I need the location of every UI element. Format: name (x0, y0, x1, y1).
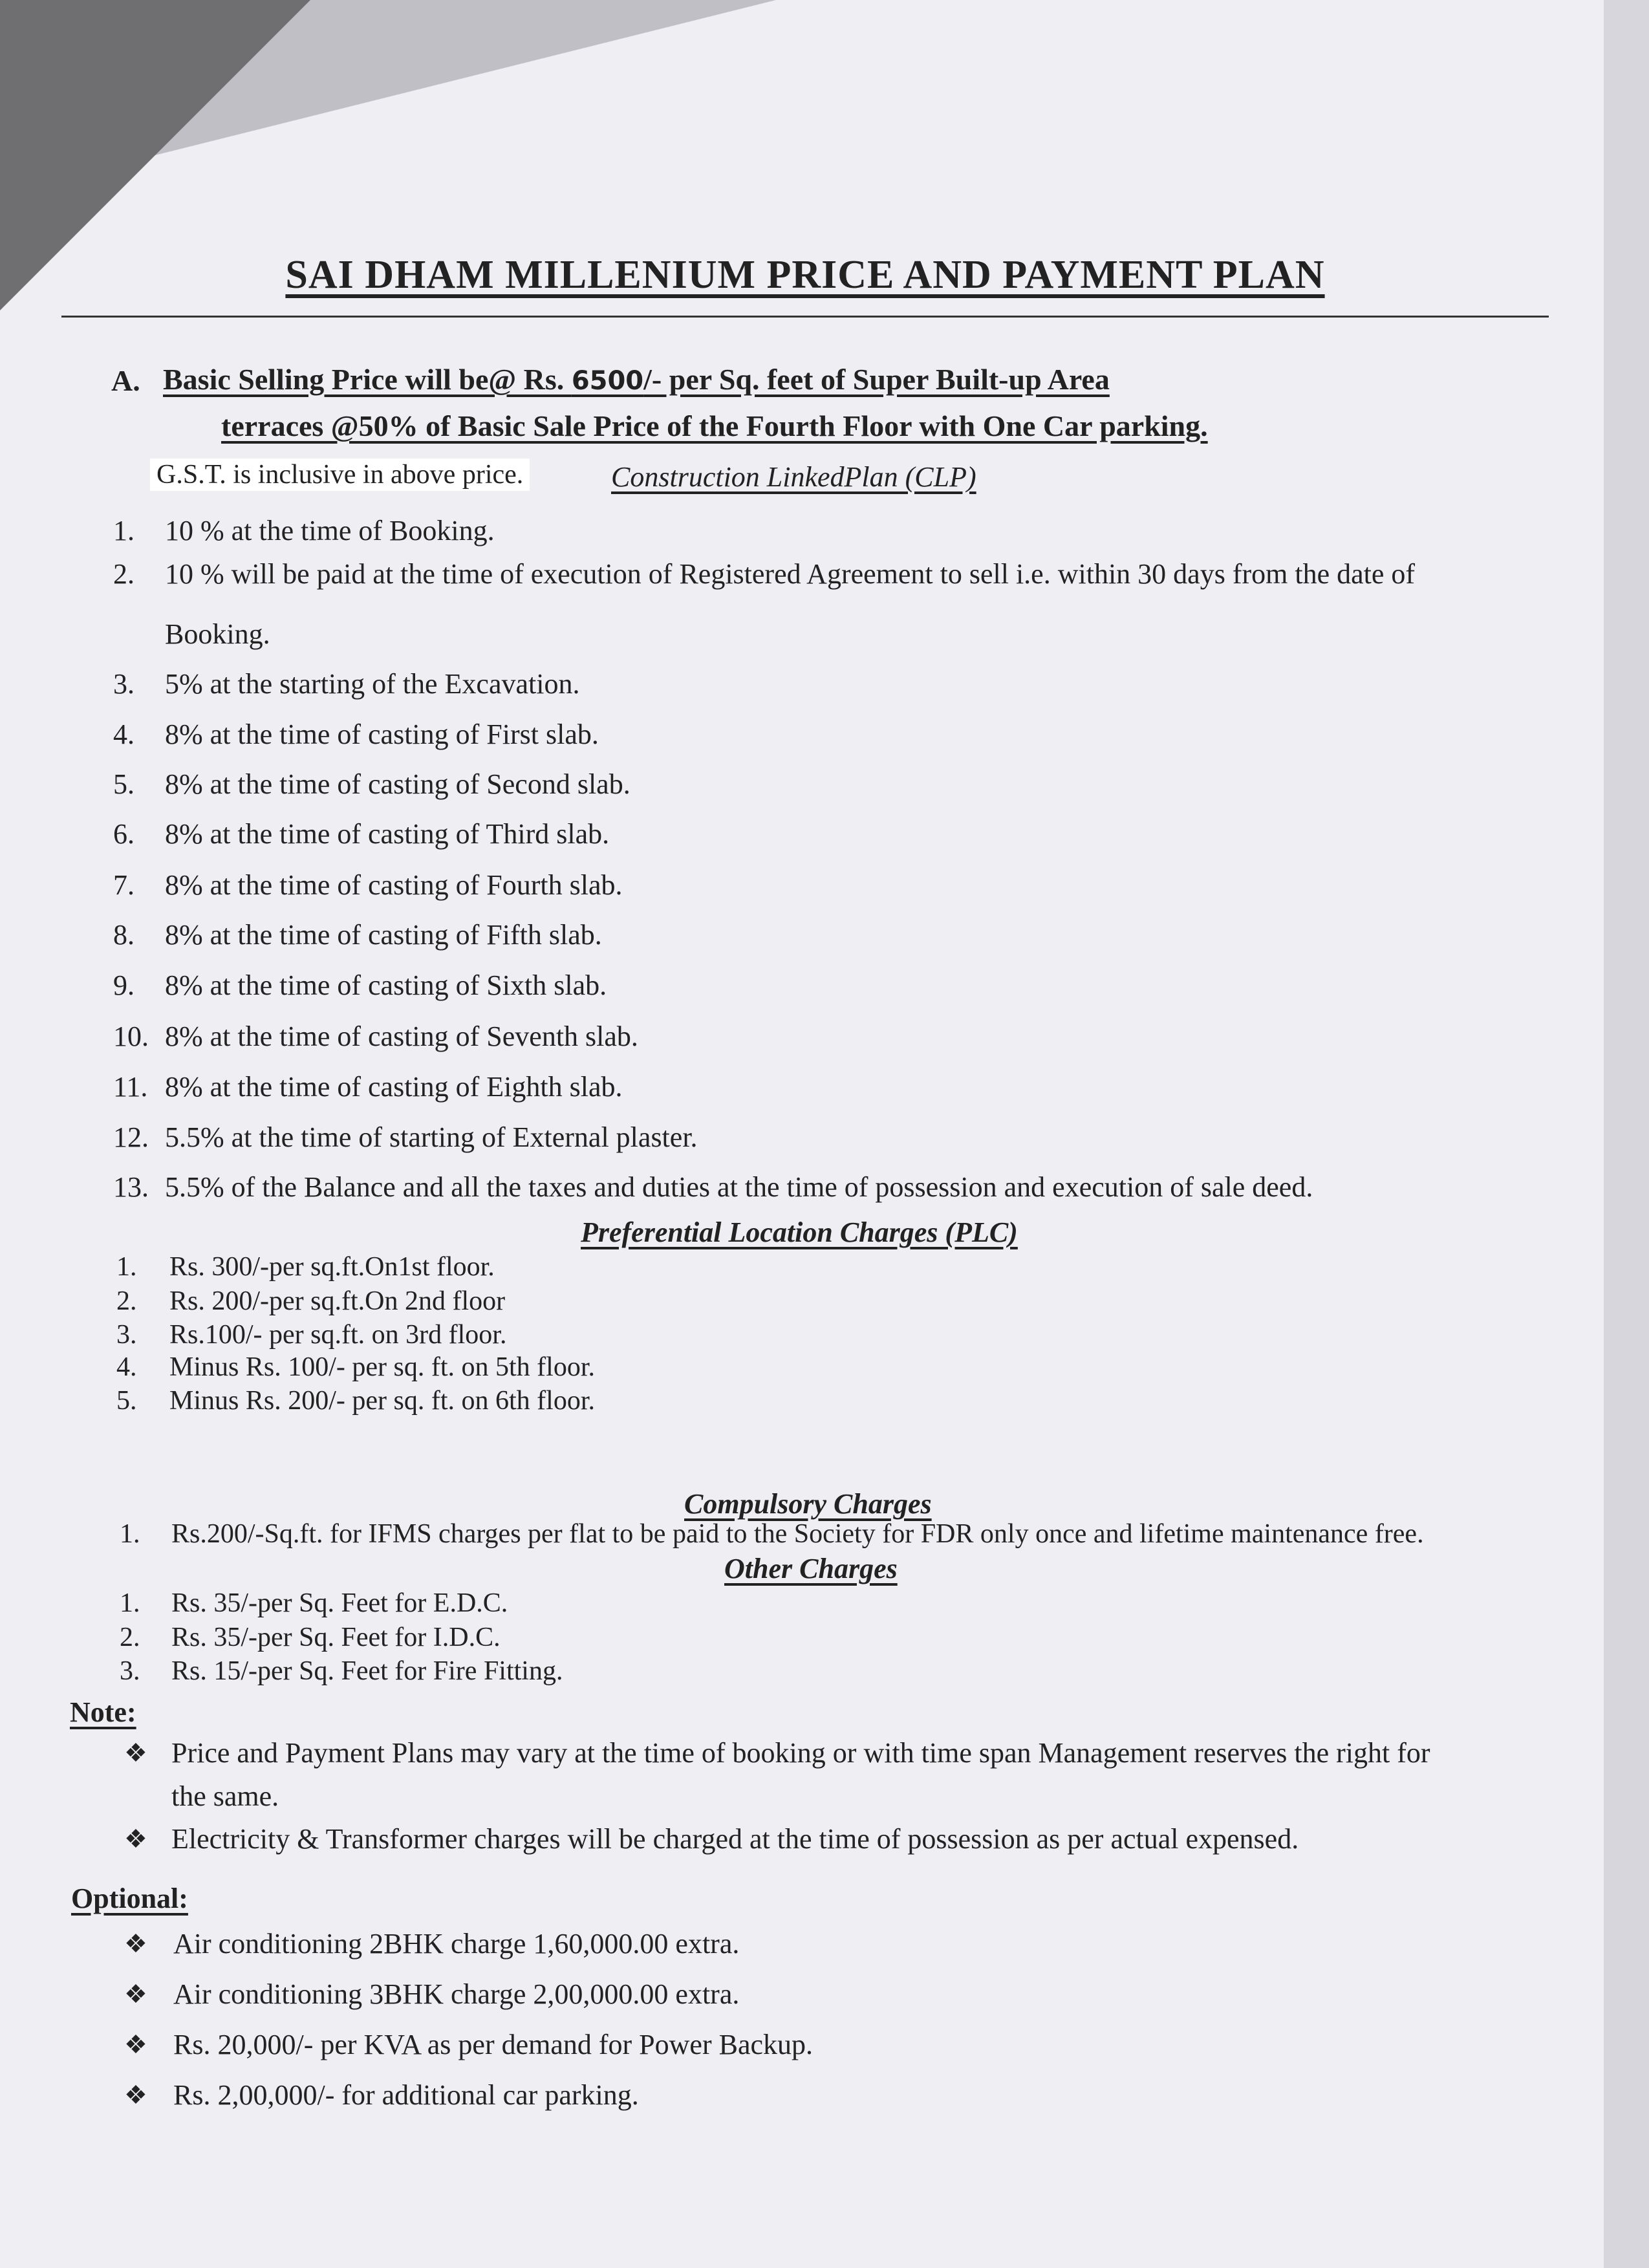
plc-item-text: Rs.100/- per sq.ft. on 3rd floor. (169, 1320, 507, 1350)
clp-item-text: 8% at the time of casting of Second slab. (165, 768, 630, 800)
diamond-bullet-icon: ❖ (124, 1929, 147, 1958)
clp-item-number: 2. (113, 558, 135, 590)
clp-item-number: 13. (113, 1171, 149, 1203)
optional-item-text: Rs. 20,000/- per KVA as per demand for Power Backup. (173, 2029, 814, 2060)
other-item-number: 1. (120, 1588, 140, 1618)
note-item-text: Price and Payment Plans may vary at the time of booking or with time span Management reserves the right for (171, 1737, 1430, 1769)
clp-item-text: 8% at the time of casting of Eighth slab. (165, 1071, 623, 1103)
plc-item-number: 2. (116, 1286, 137, 1316)
clp-item-text: 10 % at the time of Booking. (165, 515, 495, 546)
plc-item-number: 5. (116, 1386, 137, 1416)
other-item-text: Rs. 35/-per Sq. Feet for I.D.C. (171, 1623, 501, 1652)
clp-item-number: 3. (113, 668, 135, 700)
plc-item-text: Minus Rs. 100/- per sq. ft. on 5th floor. (169, 1352, 595, 1382)
compulsory-item-text: Rs.200/-Sq.ft. for IFMS charges per flat to be paid to the Society for FDR only once and lifetime maintenance free. (171, 1519, 1424, 1549)
clp-item-text: 5.5% at the time of starting of External plaster. (165, 1121, 698, 1153)
other-item-number: 3. (120, 1656, 140, 1686)
other-item-number: 2. (120, 1623, 140, 1652)
plc-item-number: 1. (116, 1252, 137, 1282)
clp-heading: Construction LinkedPlan (CLP) (611, 461, 976, 493)
clp-item-number: 6. (113, 818, 135, 850)
plc-item-text: Rs. 300/-per sq.ft.On1st floor. (169, 1252, 495, 1282)
basic-price-value: 6500 (571, 366, 644, 396)
diamond-bullet-icon: ❖ (124, 1738, 147, 1767)
clp-item-text: 8% at the time of casting of Fourth slab. (165, 869, 623, 901)
diamond-bullet-icon: ❖ (124, 1824, 147, 1853)
clp-item-number: 4. (113, 718, 135, 750)
diamond-bullet-icon: ❖ (124, 1980, 147, 2009)
clp-item-text: 8% at the time of casting of First slab. (165, 718, 599, 750)
optional-item-text: Air conditioning 2BHK charge 1,60,000.00 extra. (173, 1928, 740, 1960)
note-item-text: the same. (171, 1780, 279, 1812)
gst-note (150, 459, 530, 490)
clp-item-number: 5. (113, 768, 135, 800)
clp-item-number: 11. (113, 1071, 148, 1103)
plc-item-number: 4. (116, 1352, 137, 1382)
clp-item-number: 9. (113, 969, 135, 1001)
clp-item-number: 8. (113, 919, 135, 951)
clp-item-number: 10. (113, 1021, 149, 1052)
document-title: SAI DHAM MILLENIUM PRICE AND PAYMENT PLAN (285, 253, 1325, 297)
basic-price-prefix: Basic Selling Price will be@ Rs. (163, 363, 572, 396)
terraces-line: terraces @50% of Basic Sale Price of the Fourth Floor with One Car parking. (221, 409, 1208, 442)
compulsory-heading: Compulsory Charges (684, 1488, 932, 1520)
optional-heading: Optional: (71, 1883, 188, 1914)
basic-price-suffix: /- per Sq. feet of Super Built-up Area (643, 363, 1110, 396)
gst-note-text: G.S.T. is inclusive in above price. (150, 459, 530, 491)
section-a-letter: A. (111, 364, 140, 397)
plc-item-number: 3. (116, 1320, 137, 1350)
clp-item-text: 10 % will be paid at the time of execution of Registered Agreement to sell i.e. within 30 days from the date of (165, 558, 1416, 590)
clp-item-text: 8% at the time of casting of Sixth slab. (165, 969, 607, 1001)
plc-heading: Preferential Location Charges (PLC) (581, 1216, 1018, 1248)
plc-item-text: Minus Rs. 200/- per sq. ft. on 6th floor. (169, 1386, 595, 1416)
compulsory-item-number: 1. (120, 1519, 140, 1549)
optional-item-text: Air conditioning 3BHK charge 2,00,000.00 extra. (173, 1978, 740, 2010)
plc-item-text: Rs. 200/-per sq.ft.On 2nd floor (169, 1286, 506, 1316)
clp-item-text: 8% at the time of casting of Fifth slab. (165, 919, 602, 951)
basic-price-line (163, 362, 1110, 396)
clp-item-text: 8% at the time of casting of Seventh slab. (165, 1021, 638, 1052)
scan-right-edge (1604, 0, 1649, 2268)
clp-item-text: 8% at the time of casting of Third slab. (165, 818, 610, 850)
clp-item-text: 5% at the starting of the Excavation. (165, 668, 580, 700)
clp-item-number: 7. (113, 869, 135, 901)
diamond-bullet-icon: ❖ (124, 2080, 147, 2110)
other-heading: Other Charges (724, 1553, 898, 1584)
other-item-text: Rs. 35/-per Sq. Feet for E.D.C. (171, 1588, 508, 1618)
clp-item-number: 12. (113, 1121, 149, 1153)
optional-item-text: Rs. 2,00,000/- for additional car parking. (173, 2079, 639, 2111)
clp-item-text: Booking. (165, 618, 270, 650)
clp-item-text: 5.5% of the Balance and all the taxes and duties at the time of possession and execution of sale deed. (165, 1171, 1313, 1203)
other-item-text: Rs. 15/-per Sq. Feet for Fire Fitting. (171, 1656, 563, 1686)
note-heading: Note: (70, 1696, 136, 1728)
title-rule (61, 316, 1549, 318)
diamond-bullet-icon: ❖ (124, 2030, 147, 2059)
note-item-text: Electricity & Transformer charges will be charged at the time of possession as per actual expensed. (171, 1823, 1299, 1855)
clp-item-number: 1. (113, 515, 135, 546)
